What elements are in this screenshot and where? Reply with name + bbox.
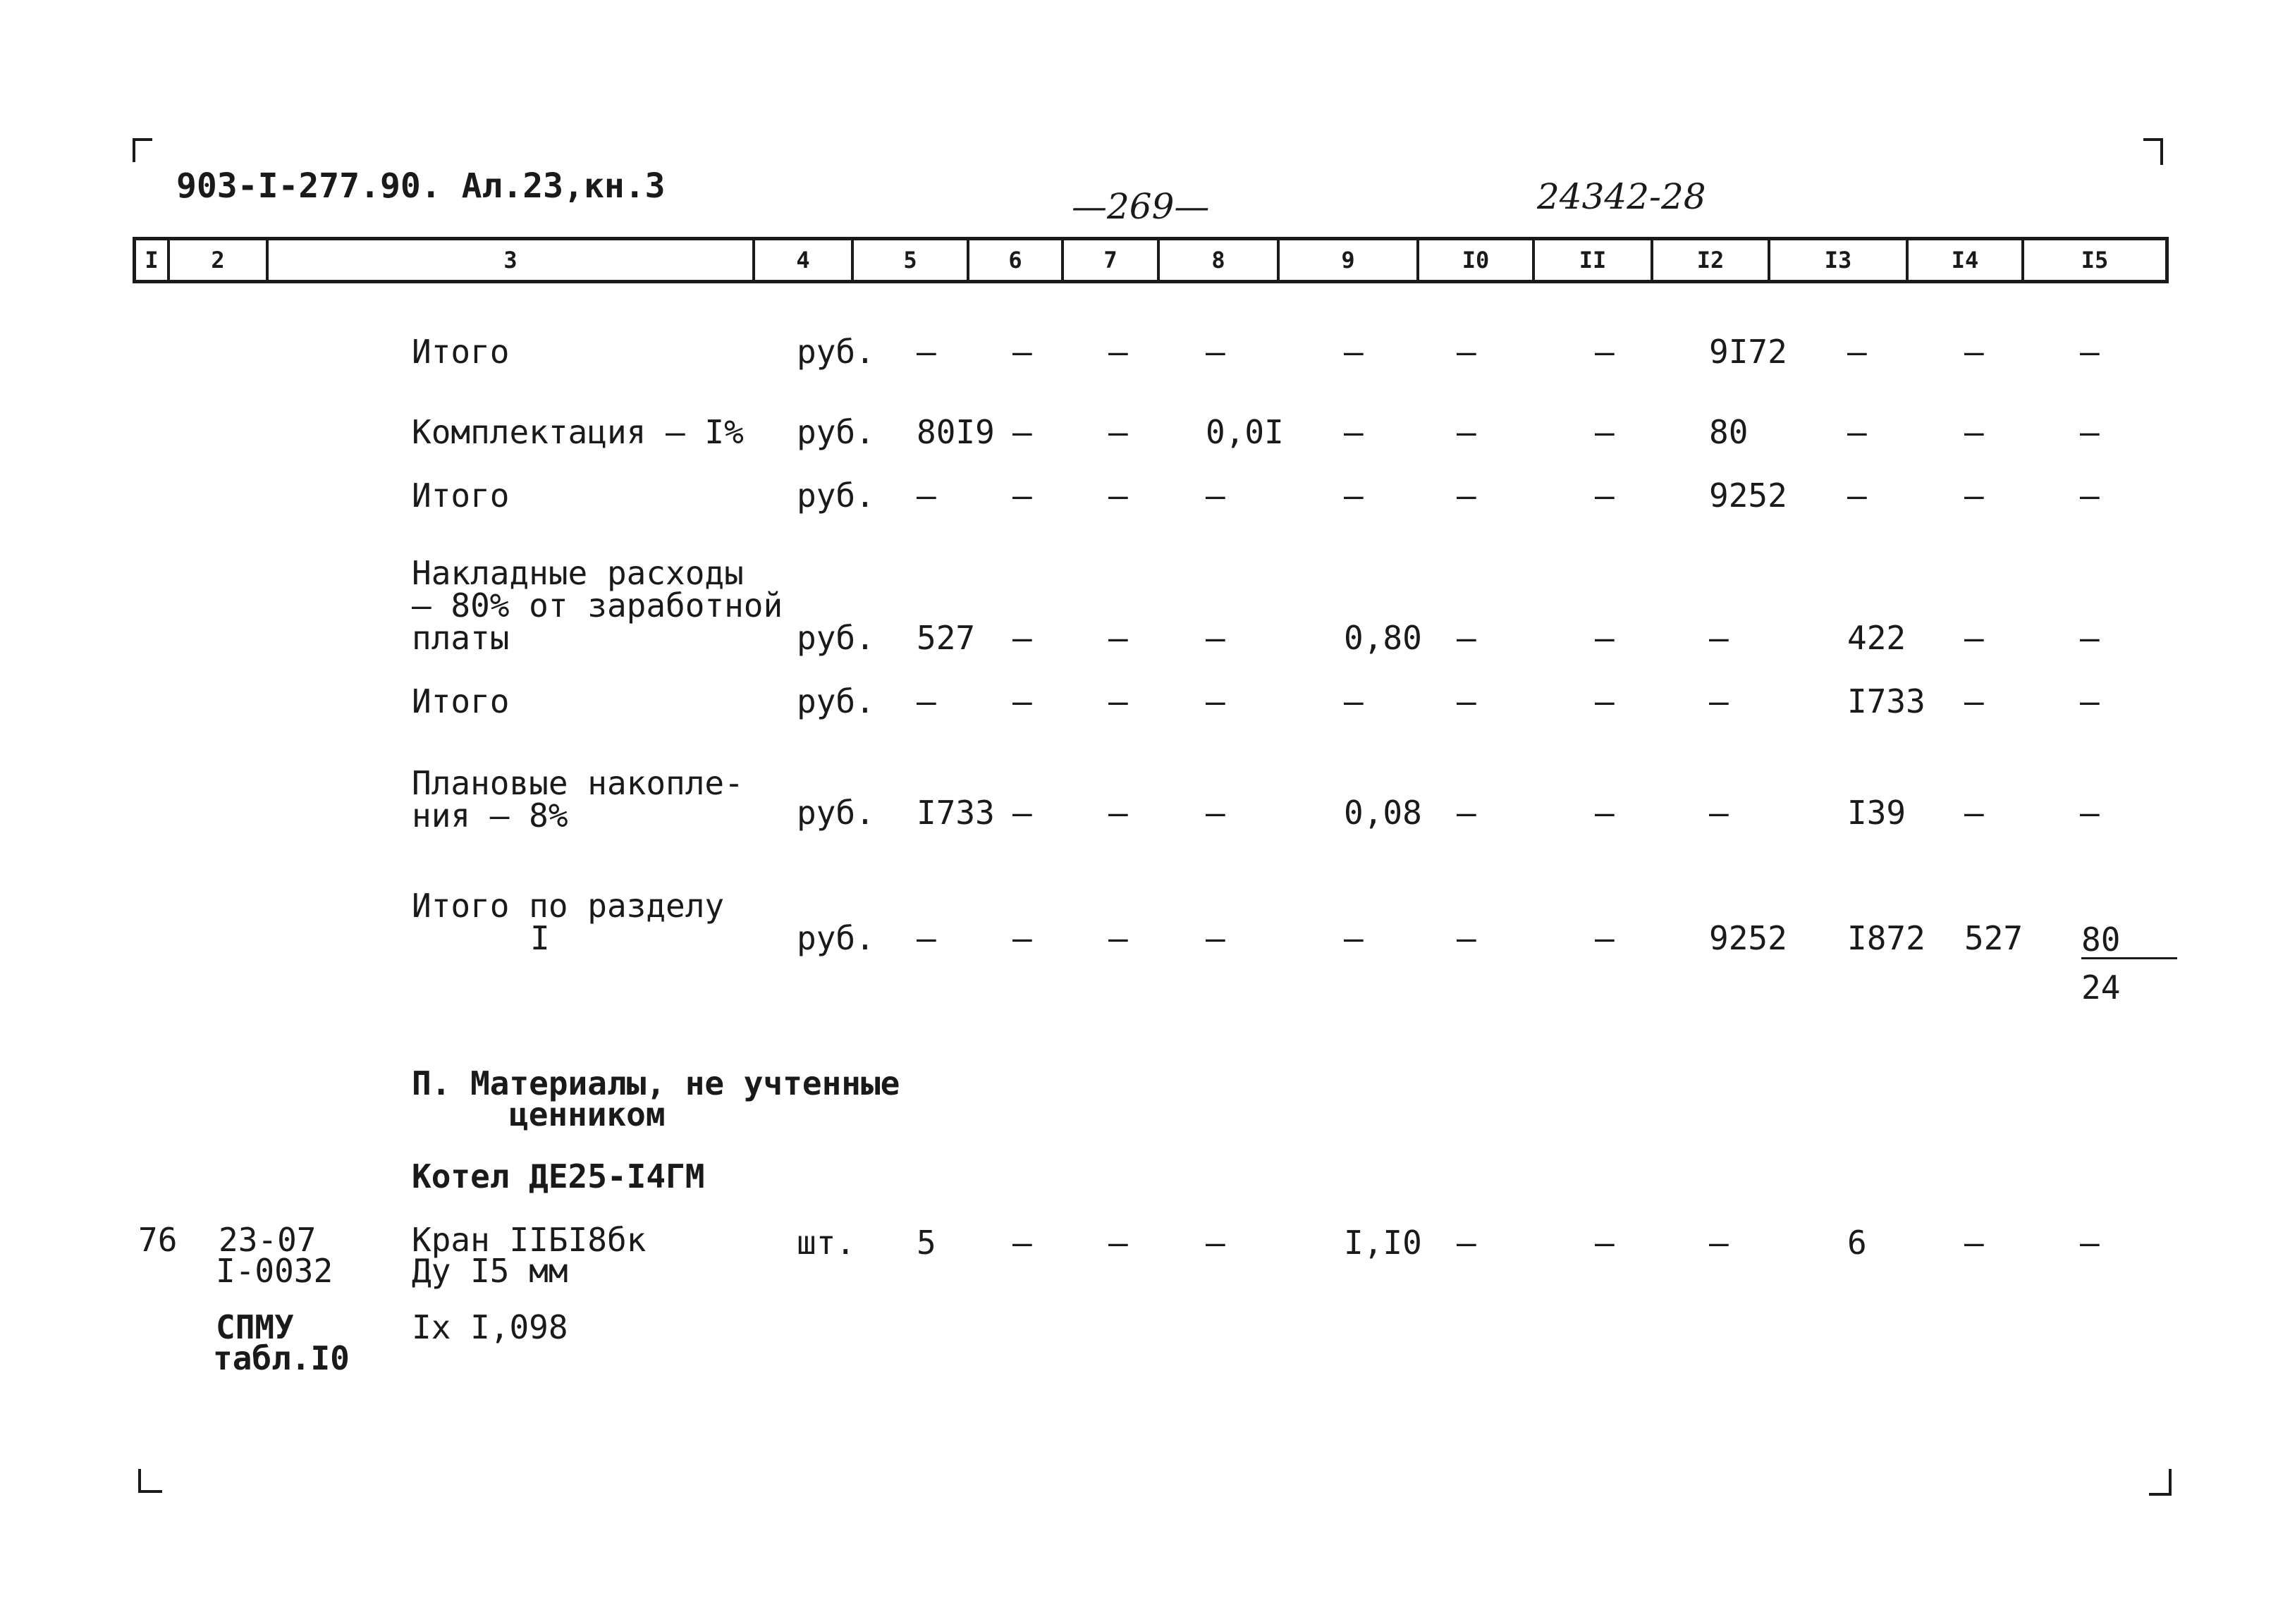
cell-col14: – bbox=[1964, 682, 1984, 720]
cell-unit: руб. bbox=[797, 919, 875, 957]
cell-col13: I39 bbox=[1847, 794, 1906, 832]
cell-col13: – bbox=[1847, 476, 1867, 515]
cell-col14: – bbox=[1964, 476, 1984, 515]
item-reference-line1: СПМУ bbox=[216, 1308, 294, 1346]
corner-mark-bottom-left bbox=[138, 1469, 162, 1493]
cell-col5: – bbox=[917, 919, 936, 957]
cell-col9: 0,80 bbox=[1344, 619, 1422, 657]
cell-col9: – bbox=[1344, 919, 1364, 957]
cell-col8: 0,0I bbox=[1206, 413, 1284, 451]
item-formula: Iх I,098 bbox=[412, 1308, 568, 1346]
cell-col6: – bbox=[1012, 333, 1032, 371]
cell-col6: – bbox=[1012, 413, 1032, 451]
cell-col5: – bbox=[917, 476, 936, 515]
section-subtitle: Котел ДЕ25-I4ГМ bbox=[412, 1157, 705, 1195]
cell-col15: – bbox=[2080, 413, 2100, 451]
cell-col13: – bbox=[1847, 413, 1867, 451]
cell-col7: – bbox=[1108, 919, 1128, 957]
cell-col13: 422 bbox=[1847, 619, 1906, 657]
cell-col11: – bbox=[1595, 682, 1615, 720]
corner-mark-bottom-right bbox=[2149, 1469, 2172, 1496]
cell-col14: – bbox=[1964, 619, 1984, 657]
cell-col11: – bbox=[1595, 619, 1615, 657]
cell-col8: – bbox=[1206, 619, 1225, 657]
cell-col10: – bbox=[1457, 619, 1476, 657]
cell-col7: – bbox=[1108, 476, 1128, 515]
cell-col11: – bbox=[1595, 919, 1615, 957]
row-label-itogo-razdel-line2: I bbox=[530, 919, 550, 957]
cell-col5: – bbox=[917, 682, 936, 720]
cell-col5: 5 bbox=[917, 1224, 936, 1262]
cell-unit: руб. bbox=[797, 619, 875, 657]
column-header-4: 4 bbox=[752, 240, 851, 280]
cell-col8: – bbox=[1206, 1224, 1225, 1262]
cell-col6: – bbox=[1012, 1224, 1032, 1262]
cell-col7: – bbox=[1108, 794, 1128, 832]
item-code-line2: I-0032 bbox=[216, 1252, 333, 1290]
cell-col15: – bbox=[2080, 682, 2100, 720]
cell-col11: – bbox=[1595, 1224, 1615, 1262]
column-header-13: I3 bbox=[1768, 240, 1906, 280]
cell-col10: – bbox=[1457, 333, 1476, 371]
cell-col13: I733 bbox=[1847, 682, 1925, 720]
row-label-nakladnye-line3: платы bbox=[412, 619, 510, 657]
section-title-line1: П. Материалы, не учтенные bbox=[412, 1064, 900, 1102]
cell-col12: – bbox=[1709, 794, 1729, 832]
cell-col15: – bbox=[2080, 1224, 2100, 1262]
cell-col15: – bbox=[2080, 794, 2100, 832]
cell-col12: – bbox=[1709, 619, 1729, 657]
cell-col10: – bbox=[1457, 1224, 1476, 1262]
cell-unit: руб. bbox=[797, 333, 875, 371]
page-number: —269— bbox=[1072, 186, 1210, 227]
cell-col6: – bbox=[1012, 919, 1032, 957]
cell-col11: – bbox=[1595, 794, 1615, 832]
row-label-itogo: Итого bbox=[412, 682, 510, 720]
cell-col8: – bbox=[1206, 333, 1225, 371]
row-label-itogo-razdel-line1: Итого по разделу bbox=[412, 887, 725, 925]
column-header-14: I4 bbox=[1906, 240, 2021, 280]
cell-col9: 0,08 bbox=[1344, 794, 1422, 832]
cell-unit: руб. bbox=[797, 413, 875, 451]
item-name-line1: Кран IIБI8бк bbox=[412, 1221, 647, 1259]
cell-col7: – bbox=[1108, 413, 1128, 451]
cell-col7: – bbox=[1108, 333, 1128, 371]
cell-col14: 527 bbox=[1964, 919, 2023, 957]
cell-col6: – bbox=[1012, 682, 1032, 720]
cell-col15-numerator: 80 bbox=[2081, 923, 2177, 959]
cell-col5: 527 bbox=[917, 619, 976, 657]
cell-col14: – bbox=[1964, 413, 1984, 451]
cell-col6: – bbox=[1012, 476, 1032, 515]
cell-col11: – bbox=[1595, 413, 1615, 451]
cell-col11: – bbox=[1595, 476, 1615, 515]
column-header-12: I2 bbox=[1651, 240, 1768, 280]
cell-col6: – bbox=[1012, 619, 1032, 657]
row-label-komplektaciya: Комплектация – I% bbox=[412, 413, 744, 451]
row-label-planovye-line2: ния – 8% bbox=[412, 796, 568, 835]
column-header-10: I0 bbox=[1416, 240, 1532, 280]
cell-col15: – bbox=[2080, 333, 2100, 371]
cell-col9: I,I0 bbox=[1344, 1224, 1422, 1262]
cell-col7: – bbox=[1108, 682, 1128, 720]
cell-col15: – bbox=[2080, 476, 2100, 515]
cell-col9: – bbox=[1344, 333, 1364, 371]
column-header-9: 9 bbox=[1277, 240, 1416, 280]
column-header-8: 8 bbox=[1157, 240, 1277, 280]
row-label-itogo: Итого bbox=[412, 476, 510, 515]
row-label-planovye-line1: Плановые накопле- bbox=[412, 764, 744, 802]
document-code: 903-I-277.90. Ал.23,кн.3 bbox=[176, 166, 666, 206]
cell-col12: 9I72 bbox=[1709, 333, 1787, 371]
cell-col13: – bbox=[1847, 333, 1867, 371]
cell-col6: – bbox=[1012, 794, 1032, 832]
column-header-row bbox=[133, 237, 2169, 283]
column-header-6: 6 bbox=[967, 240, 1061, 280]
cell-col8: – bbox=[1206, 682, 1225, 720]
cell-col7: – bbox=[1108, 619, 1128, 657]
cell-col10: – bbox=[1457, 682, 1476, 720]
cell-col5: I733 bbox=[917, 794, 995, 832]
section-title-line2: ценником bbox=[509, 1095, 666, 1133]
cell-col14: – bbox=[1964, 794, 1984, 832]
cell-col8: – bbox=[1206, 919, 1225, 957]
column-header-5: 5 bbox=[851, 240, 967, 280]
cell-col12: – bbox=[1709, 1224, 1729, 1262]
corner-mark-top-left bbox=[133, 138, 152, 162]
column-header-7: 7 bbox=[1061, 240, 1157, 280]
cell-col9: – bbox=[1344, 682, 1364, 720]
column-header-2: 2 bbox=[167, 240, 266, 280]
corner-mark-top-right bbox=[2143, 138, 2163, 165]
cell-col9: – bbox=[1344, 413, 1364, 451]
cell-col12: – bbox=[1709, 682, 1729, 720]
cell-col10: – bbox=[1457, 794, 1476, 832]
cell-col13: 6 bbox=[1847, 1224, 1867, 1262]
cell-col8: – bbox=[1206, 794, 1225, 832]
cell-col14: – bbox=[1964, 333, 1984, 371]
row-label-nakladnye-line1: Накладные расходы bbox=[412, 554, 744, 592]
cell-unit: руб. bbox=[797, 682, 875, 720]
item-code-line1: 23-07 bbox=[219, 1221, 317, 1259]
cell-unit: руб. bbox=[797, 794, 875, 832]
cell-col13: I872 bbox=[1847, 919, 1925, 957]
cell-col5: – bbox=[917, 333, 936, 371]
cell-col10: – bbox=[1457, 476, 1476, 515]
column-header-3: 3 bbox=[266, 240, 752, 280]
cell-col10: – bbox=[1457, 413, 1476, 451]
column-header-15: I5 bbox=[2021, 240, 2165, 280]
cell-col15-denominator: 24 bbox=[2081, 968, 2121, 1007]
cell-col8: – bbox=[1206, 476, 1225, 515]
cell-col7: – bbox=[1108, 1224, 1128, 1262]
column-header-1: I bbox=[145, 247, 159, 273]
cell-col11: – bbox=[1595, 333, 1615, 371]
sheet-number: 24342-28 bbox=[1537, 176, 1706, 217]
cell-col12: 9252 bbox=[1709, 476, 1787, 515]
cell-col5: 80I9 bbox=[917, 413, 995, 451]
cell-unit: руб. bbox=[797, 476, 875, 515]
cell-col15: – bbox=[2080, 619, 2100, 657]
cell-col12: 9252 bbox=[1709, 919, 1787, 957]
cell-col12: 80 bbox=[1709, 413, 1749, 451]
row-label-nakladnye-line2: – 80% от заработной bbox=[412, 586, 783, 625]
item-reference-line2: табл.I0 bbox=[213, 1339, 350, 1377]
item-name-line2: Ду I5 мм bbox=[412, 1252, 568, 1290]
item-number: 76 bbox=[138, 1221, 178, 1259]
cell-col9: – bbox=[1344, 476, 1364, 515]
cell-col14: – bbox=[1964, 1224, 1984, 1262]
row-label-itogo: Итого bbox=[412, 333, 510, 371]
cell-col10: – bbox=[1457, 919, 1476, 957]
column-header-11: II bbox=[1532, 240, 1651, 280]
cell-unit: шт. bbox=[797, 1224, 856, 1262]
